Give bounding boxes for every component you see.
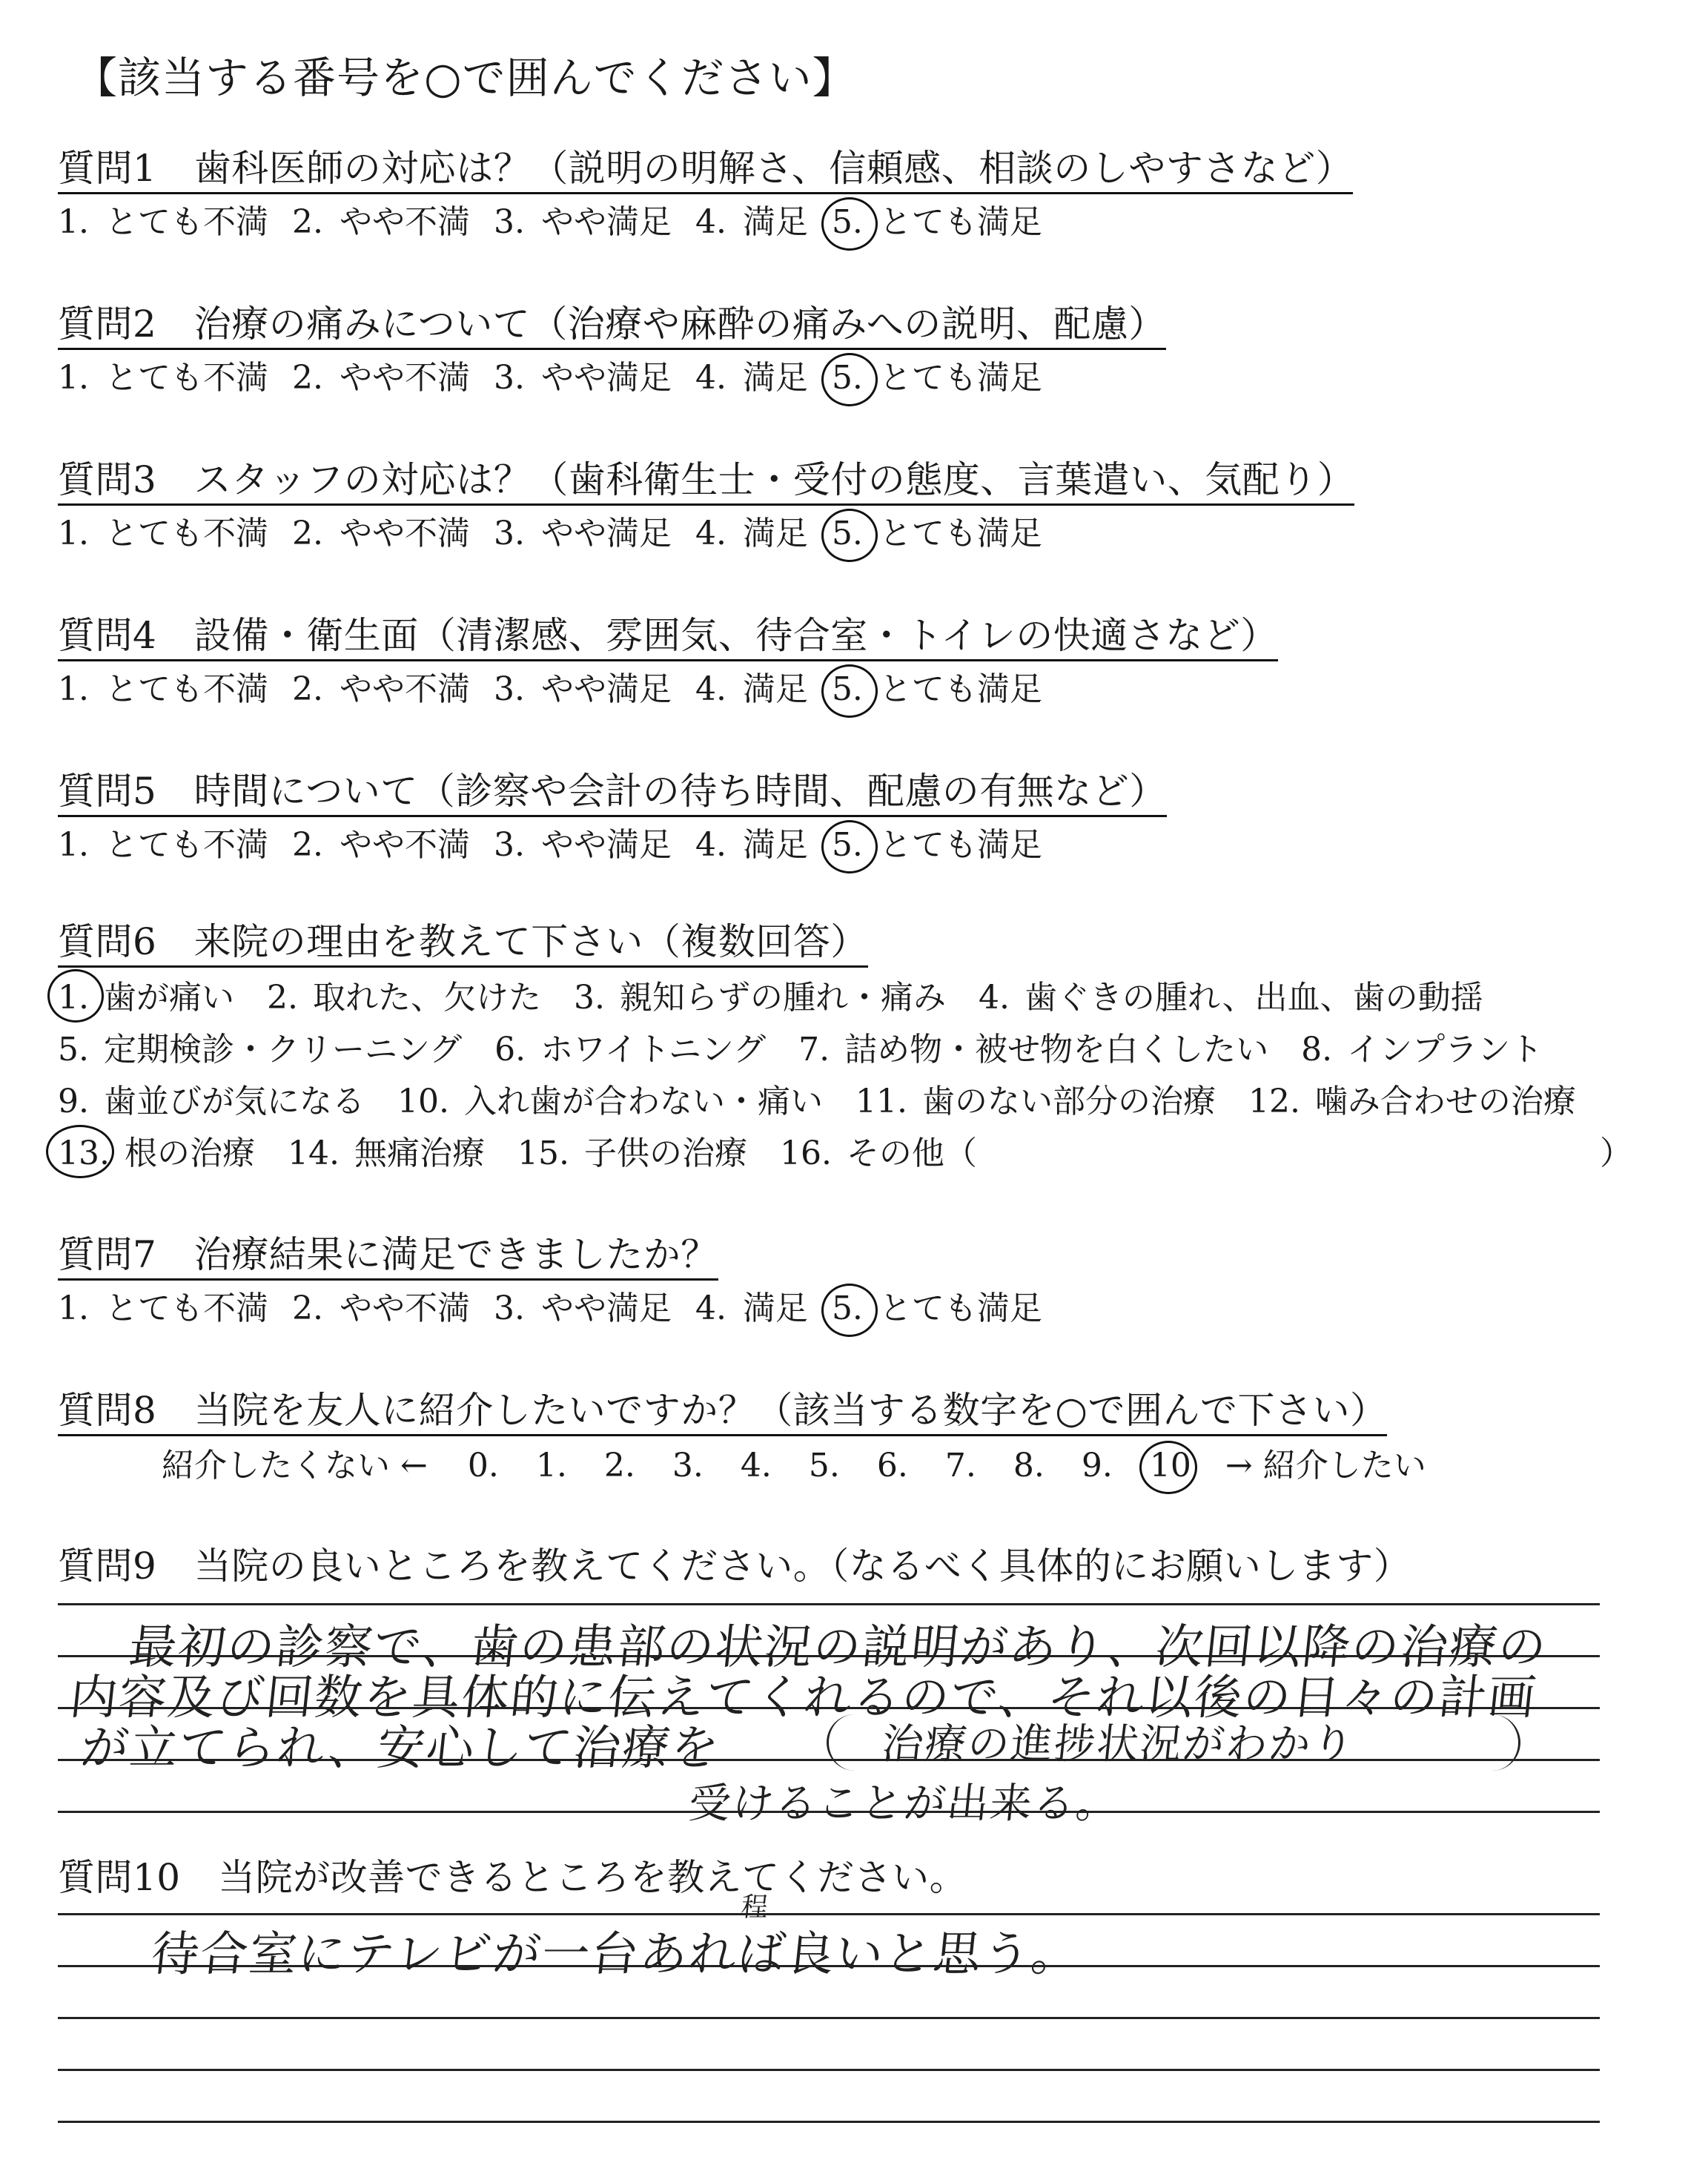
option-number bbox=[832, 1287, 863, 1331]
option-number bbox=[695, 1287, 726, 1331]
question-1-title: 質問1 歯科医師の対応は？（説明の明解さ、信頼感、相談のしやすさなど） bbox=[58, 145, 1353, 194]
option-label: とても不満 bbox=[105, 515, 268, 552]
option-number-text: 2. bbox=[291, 359, 323, 397]
rating-option[interactable] bbox=[494, 200, 672, 245]
question-10-title: 質問10 当院が改善できるところを教えてください。 bbox=[58, 1856, 967, 1899]
option-number bbox=[494, 667, 525, 712]
option-number-text: 5. bbox=[831, 670, 863, 708]
question-9 bbox=[58, 1542, 1652, 1590]
reason-label: 根の治療 bbox=[124, 1135, 255, 1172]
handwritten-insertion: 治療の進捗状況がわかり bbox=[879, 1720, 1357, 1768]
reason-label: 取れた、欠けた bbox=[312, 979, 541, 1017]
option-number bbox=[695, 823, 726, 868]
option-number bbox=[695, 200, 726, 245]
scale-value[interactable] bbox=[1150, 1444, 1218, 1488]
option-number bbox=[292, 512, 323, 556]
rating-option[interactable] bbox=[832, 667, 1042, 712]
scale-value-text: 1. bbox=[535, 1447, 567, 1484]
reason-number bbox=[1248, 1076, 1300, 1128]
option-label: 満足 bbox=[742, 670, 808, 708]
reason-number bbox=[58, 1128, 110, 1180]
option-number bbox=[292, 823, 323, 868]
option-number bbox=[494, 1287, 525, 1331]
question-8-title: 質問8 当院を友人に紹介したいですか？（該当する数字を○で囲んで下さい） bbox=[58, 1387, 1387, 1436]
question-4 bbox=[58, 612, 1652, 712]
rating-options bbox=[58, 823, 1652, 868]
scale-left-label: 紹介したくない ← bbox=[162, 1447, 428, 1484]
option-number-text: 5. bbox=[831, 359, 863, 397]
option-label: やや満足 bbox=[540, 826, 672, 864]
question-3 bbox=[58, 456, 1652, 556]
selection-circle-mark bbox=[46, 1125, 114, 1178]
rating-options bbox=[58, 512, 1652, 556]
option-number-text: 1. bbox=[58, 670, 89, 708]
scale-value-text: 0. bbox=[467, 1447, 499, 1484]
option-label: やや不満 bbox=[339, 670, 470, 708]
reason-row bbox=[58, 1024, 1652, 1076]
scale-value-text: 5. bbox=[808, 1447, 840, 1484]
reason-option[interactable] bbox=[517, 1128, 747, 1180]
reason-option[interactable] bbox=[397, 1076, 823, 1128]
reason-number-text: 10. bbox=[397, 1083, 449, 1120]
option-number-text: 3. bbox=[493, 359, 525, 397]
reason-number bbox=[58, 972, 89, 1024]
option-number-text: 5. bbox=[831, 826, 863, 864]
option-label: とても不満 bbox=[105, 203, 268, 241]
handwritten-answer-line-1: 最初の診察で、歯の患部の状況の説明があり、次回以降の治療の bbox=[126, 1620, 1550, 1675]
option-number-text: 1. bbox=[58, 203, 89, 241]
question-10 bbox=[58, 1854, 1652, 1901]
option-number bbox=[292, 667, 323, 712]
question-6 bbox=[58, 918, 1652, 1180]
scale-value[interactable] bbox=[945, 1444, 1013, 1488]
option-number bbox=[58, 356, 89, 400]
rating-option[interactable] bbox=[695, 356, 808, 400]
reason-number bbox=[979, 972, 1010, 1024]
reason-option[interactable] bbox=[780, 1128, 977, 1180]
option-label: とても不満 bbox=[105, 826, 268, 864]
reason-label: 親知らずの腫れ・痛み bbox=[619, 979, 946, 1017]
answer-line bbox=[58, 2017, 1600, 2019]
option-number-text: 3. bbox=[493, 670, 525, 708]
reason-option[interactable] bbox=[855, 1076, 1216, 1128]
reason-number bbox=[855, 1076, 907, 1128]
option-number bbox=[832, 356, 863, 400]
rating-options bbox=[58, 356, 1652, 400]
rating-options bbox=[58, 200, 1652, 245]
option-number bbox=[494, 200, 525, 245]
reason-number bbox=[397, 1076, 449, 1128]
option-number-text: 2. bbox=[291, 515, 323, 552]
scale-value[interactable] bbox=[604, 1444, 672, 1488]
selection-circle-mark bbox=[821, 1284, 878, 1337]
reason-label: 定期検診・クリーニング bbox=[103, 1031, 463, 1069]
rating-options bbox=[58, 1287, 1652, 1331]
option-number bbox=[292, 200, 323, 245]
reason-number-text: 9. bbox=[58, 1083, 89, 1120]
reason-label: 子供の治療 bbox=[583, 1135, 747, 1172]
rating-option[interactable] bbox=[58, 823, 268, 868]
reason-row bbox=[58, 1128, 1652, 1180]
option-number bbox=[494, 823, 525, 868]
question-9-title: 質問9 当院の良いところを教えてください。（なるべく具体的にお願いします） bbox=[58, 1545, 1411, 1588]
reason-number bbox=[267, 972, 298, 1024]
question-2 bbox=[58, 300, 1652, 400]
reason-number bbox=[517, 1128, 569, 1180]
rating-option[interactable] bbox=[494, 512, 672, 556]
option-number-text: 3. bbox=[493, 826, 525, 864]
option-number-text: 3. bbox=[493, 515, 525, 552]
scale-value[interactable] bbox=[809, 1444, 877, 1488]
option-number bbox=[58, 200, 89, 245]
reason-option[interactable] bbox=[58, 1128, 255, 1180]
scale-value-text: 3. bbox=[672, 1447, 704, 1484]
option-label: 満足 bbox=[742, 826, 808, 864]
scale-value-text: 9. bbox=[1081, 1447, 1113, 1484]
option-label: とても満足 bbox=[878, 1289, 1042, 1327]
question-2-title: 質問2 治療の痛みについて（治療や麻酔の痛みへの説明、配慮） bbox=[58, 300, 1166, 350]
rating-option[interactable] bbox=[494, 356, 672, 400]
rating-option[interactable] bbox=[695, 823, 808, 868]
option-number bbox=[494, 356, 525, 400]
reason-number-text: 2. bbox=[266, 979, 298, 1017]
question-5 bbox=[58, 767, 1652, 868]
rating-option[interactable] bbox=[58, 512, 268, 556]
option-number bbox=[832, 667, 863, 712]
reason-label: 歯が痛い bbox=[103, 979, 234, 1017]
reason-option[interactable] bbox=[288, 1128, 485, 1180]
option-label: やや満足 bbox=[540, 203, 672, 241]
scale-value-text: 6. bbox=[876, 1447, 908, 1484]
option-number-text: 1. bbox=[58, 826, 89, 864]
rating-option[interactable] bbox=[832, 1287, 1042, 1331]
option-number-text: 4. bbox=[695, 670, 726, 708]
question-1 bbox=[58, 145, 1652, 245]
rating-option[interactable] bbox=[695, 200, 808, 245]
option-number bbox=[695, 667, 726, 712]
reason-label: 無痛治療 bbox=[354, 1135, 485, 1172]
reason-option[interactable] bbox=[267, 972, 541, 1024]
option-number-text: 5. bbox=[831, 515, 863, 552]
option-number-text: 1. bbox=[58, 359, 89, 397]
option-label: 満足 bbox=[742, 359, 808, 397]
option-label: やや不満 bbox=[339, 515, 470, 552]
option-number bbox=[832, 200, 863, 245]
option-label: 満足 bbox=[742, 1289, 808, 1327]
reason-number-text: 16. bbox=[779, 1135, 832, 1172]
other-close-paren: ） bbox=[1600, 1135, 1632, 1172]
option-label: とても不満 bbox=[105, 359, 268, 397]
scale-value-text: 8. bbox=[1013, 1447, 1045, 1484]
option-number bbox=[58, 823, 89, 868]
option-number-text: 4. bbox=[695, 826, 726, 864]
option-label: とても不満 bbox=[105, 670, 268, 708]
question-5-title: 質問5 時間について（診察や会計の待ち時間、配慮の有無など） bbox=[58, 767, 1167, 817]
reason-number-text: 11. bbox=[855, 1083, 907, 1120]
option-number bbox=[832, 823, 863, 868]
rating-option[interactable] bbox=[292, 1287, 470, 1331]
question-7-title: 質問7 治療結果に満足できましたか？ bbox=[58, 1231, 718, 1281]
option-number bbox=[292, 1287, 323, 1331]
rating-option[interactable] bbox=[292, 200, 470, 245]
reason-label: インプラント bbox=[1347, 1031, 1543, 1069]
scale-value-text: 2. bbox=[603, 1447, 635, 1484]
reason-option[interactable] bbox=[494, 1024, 766, 1076]
reason-number-text: 15. bbox=[517, 1135, 569, 1172]
option-number bbox=[58, 1287, 89, 1331]
option-label: やや満足 bbox=[540, 1289, 672, 1327]
option-number-text: 3. bbox=[493, 203, 525, 241]
reason-number bbox=[574, 972, 605, 1024]
option-number bbox=[292, 356, 323, 400]
option-label: やや満足 bbox=[540, 515, 672, 552]
option-label: やや不満 bbox=[339, 359, 470, 397]
rating-option[interactable] bbox=[832, 823, 1042, 868]
option-number bbox=[832, 512, 863, 556]
option-number-text: 5. bbox=[831, 1289, 863, 1327]
reason-number-text: 6. bbox=[494, 1031, 526, 1069]
reason-number bbox=[1301, 1024, 1332, 1076]
answer-line bbox=[58, 2121, 1600, 2123]
option-number-text: 4. bbox=[695, 359, 726, 397]
rating-option[interactable] bbox=[695, 667, 808, 712]
reason-number-text: 12. bbox=[1248, 1083, 1300, 1120]
reason-number-text: 4. bbox=[978, 979, 1010, 1017]
scale-value[interactable] bbox=[741, 1444, 809, 1488]
reason-option[interactable] bbox=[979, 972, 1483, 1024]
option-label: やや不満 bbox=[339, 1289, 470, 1327]
reason-number bbox=[780, 1128, 832, 1180]
option-label: 満足 bbox=[742, 515, 808, 552]
answer-line bbox=[58, 1913, 1600, 1915]
scale-right-label: → 紹介したい bbox=[1225, 1447, 1426, 1484]
option-number-text: 1. bbox=[58, 1289, 89, 1327]
question-4-title: 質問4 設備・衛生面（清潔感、雰囲気、待合室・トイレの快適さなど） bbox=[58, 612, 1278, 661]
scale-value[interactable] bbox=[536, 1444, 604, 1488]
rating-option[interactable] bbox=[292, 823, 470, 868]
rating-option[interactable] bbox=[832, 200, 1042, 245]
option-number-text: 2. bbox=[291, 1289, 323, 1327]
reason-row bbox=[58, 1076, 1652, 1128]
reason-number bbox=[58, 1076, 89, 1128]
reason-number-text: 14. bbox=[287, 1135, 340, 1172]
handwritten-improvement: 待合室にテレビが一台あれば良いと思う。 bbox=[148, 1927, 1083, 1982]
scale-value-text: 10 bbox=[1149, 1447, 1191, 1484]
option-number-text: 2. bbox=[291, 203, 323, 241]
rating-option[interactable] bbox=[292, 356, 470, 400]
option-label: 満足 bbox=[742, 203, 808, 241]
option-label: とても満足 bbox=[878, 670, 1042, 708]
question-3-title: 質問3 スタッフの対応は？（歯科衛生士・受付の態度、言葉遣い、気配り） bbox=[58, 456, 1354, 506]
form-instruction-header: 【該当する番号を○で囲んでください】 bbox=[74, 53, 856, 103]
option-number-text: 4. bbox=[695, 1289, 726, 1327]
selection-circle-mark bbox=[821, 197, 878, 251]
option-number-text: 1. bbox=[58, 515, 89, 552]
question-7 bbox=[58, 1231, 1652, 1331]
reason-label: 歯ぐきの腫れ、出血、歯の動揺 bbox=[1024, 979, 1483, 1017]
option-number bbox=[58, 512, 89, 556]
reason-number-text: 1. bbox=[58, 979, 89, 1017]
answer-line bbox=[58, 2069, 1600, 2071]
reason-label: ホワイトニング bbox=[540, 1031, 767, 1069]
option-label: やや満足 bbox=[540, 359, 672, 397]
rating-option[interactable] bbox=[494, 823, 672, 868]
rating-option[interactable] bbox=[832, 356, 1042, 400]
option-number-text: 4. bbox=[695, 515, 726, 552]
reason-label: 詰め物・被せ物を白くしたい bbox=[844, 1031, 1269, 1069]
option-label: とても満足 bbox=[878, 515, 1042, 552]
selection-circle-mark bbox=[821, 353, 878, 406]
scale-value-text: 4. bbox=[740, 1447, 772, 1484]
reason-number-text: 13. bbox=[58, 1135, 110, 1172]
reason-number-text: 3. bbox=[573, 979, 605, 1017]
reason-option[interactable] bbox=[1248, 1076, 1576, 1128]
reason-option[interactable] bbox=[58, 1024, 462, 1076]
recommend-scale bbox=[162, 1444, 1652, 1488]
question-6-title: 質問6 来院の理由を教えて下さい（複数回答） bbox=[58, 918, 868, 968]
option-label: やや満足 bbox=[540, 670, 672, 708]
option-number-text: 2. bbox=[291, 826, 323, 864]
reason-option[interactable] bbox=[1301, 1024, 1543, 1076]
option-number-text: 2. bbox=[291, 670, 323, 708]
reason-option[interactable] bbox=[574, 972, 946, 1024]
rating-options bbox=[58, 667, 1652, 712]
option-number bbox=[695, 356, 726, 400]
answer-line bbox=[58, 1603, 1600, 1605]
rating-option[interactable] bbox=[494, 1287, 672, 1331]
reason-number bbox=[58, 1024, 89, 1076]
handwritten-answer-line-2: 内容及び回数を具体的に伝えてくれるので、それ以後の日々の計画 bbox=[67, 1671, 1540, 1725]
scale-value[interactable] bbox=[672, 1444, 741, 1488]
rating-option[interactable] bbox=[58, 200, 268, 245]
option-number-text: 4. bbox=[695, 203, 726, 241]
reason-number bbox=[798, 1024, 830, 1076]
reason-label: その他（ bbox=[846, 1135, 977, 1172]
reason-row bbox=[58, 972, 1652, 1024]
rating-option[interactable] bbox=[695, 512, 808, 556]
option-label: やや不満 bbox=[339, 203, 470, 241]
selection-circle-mark bbox=[821, 664, 878, 718]
reason-option[interactable] bbox=[58, 1076, 365, 1128]
reason-option[interactable] bbox=[58, 972, 234, 1024]
scale-value[interactable] bbox=[877, 1444, 945, 1488]
option-label: とても満足 bbox=[878, 359, 1042, 397]
handwritten-answer-line-3: が立てられ、安心して治療を bbox=[78, 1721, 724, 1776]
question-8 bbox=[58, 1387, 1652, 1488]
selection-circle-mark bbox=[47, 969, 104, 1023]
rating-option[interactable] bbox=[494, 667, 672, 712]
rating-option[interactable] bbox=[695, 1287, 808, 1331]
option-number bbox=[695, 512, 726, 556]
option-number bbox=[494, 512, 525, 556]
rating-option[interactable] bbox=[58, 1287, 268, 1331]
rating-option[interactable] bbox=[292, 512, 470, 556]
selection-circle-mark bbox=[821, 509, 878, 562]
reason-option[interactable] bbox=[798, 1024, 1268, 1076]
option-label: とても不満 bbox=[105, 1289, 268, 1327]
option-label: とても満足 bbox=[878, 826, 1042, 864]
reason-label: 歯並びが気になる bbox=[103, 1083, 365, 1120]
reason-number bbox=[494, 1024, 526, 1076]
scale-value-text: 7. bbox=[944, 1447, 976, 1484]
handwritten-correction: 程 bbox=[739, 1892, 771, 1923]
rating-option[interactable] bbox=[58, 356, 268, 400]
option-number-text: 5. bbox=[831, 203, 863, 241]
reason-number bbox=[288, 1128, 340, 1180]
handwritten-answer-line-4: 受けることが出来る。 bbox=[686, 1780, 1122, 1828]
reason-number-text: 7. bbox=[798, 1031, 830, 1069]
option-number-text: 3. bbox=[493, 1289, 525, 1327]
scale-value[interactable] bbox=[468, 1444, 536, 1488]
rating-option[interactable] bbox=[832, 512, 1042, 556]
option-number bbox=[58, 667, 89, 712]
reason-label: 入れ歯が合わない・痛い bbox=[463, 1083, 823, 1120]
rating-option[interactable] bbox=[58, 667, 268, 712]
reason-label: 歯のない部分の治療 bbox=[921, 1083, 1216, 1120]
option-label: やや不満 bbox=[339, 826, 470, 864]
reason-number-text: 5. bbox=[58, 1031, 89, 1069]
reason-label: 噛み合わせの治療 bbox=[1314, 1083, 1576, 1120]
rating-option[interactable] bbox=[292, 667, 470, 712]
selection-circle-mark bbox=[821, 820, 878, 873]
scale-value[interactable] bbox=[1013, 1444, 1082, 1488]
selection-circle-mark bbox=[1139, 1441, 1197, 1494]
reason-number-text: 8. bbox=[1301, 1031, 1333, 1069]
option-label: とても満足 bbox=[878, 203, 1042, 241]
